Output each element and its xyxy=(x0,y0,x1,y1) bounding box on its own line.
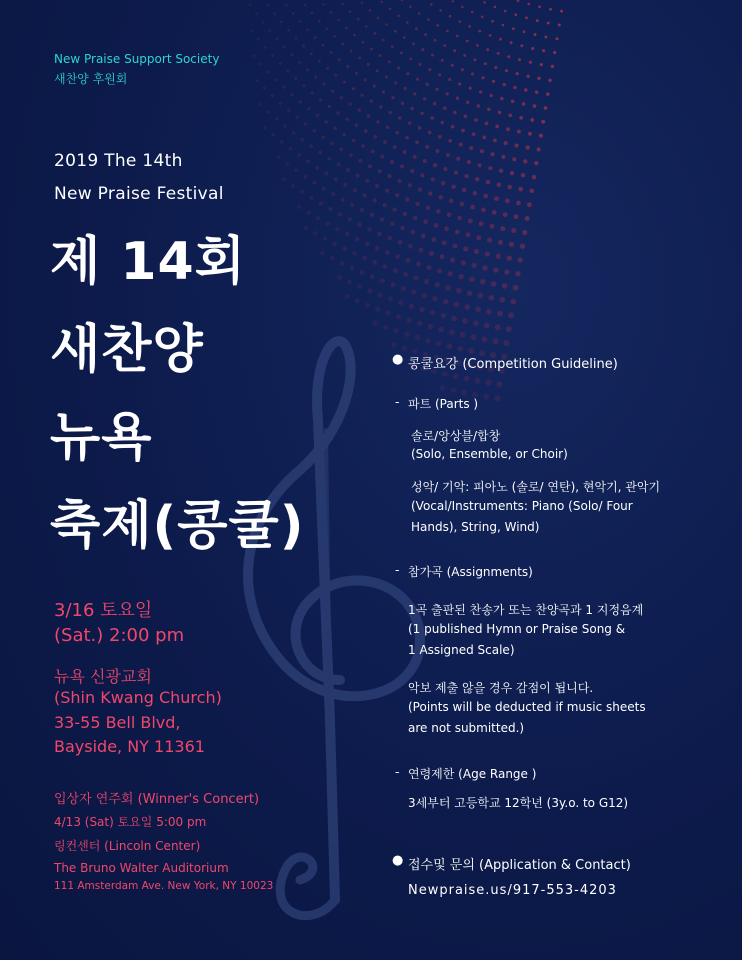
parts-header: 파트 (Parts ) xyxy=(408,397,479,411)
parts-line-1a: 솔로/앙상블/합창 xyxy=(411,429,501,443)
venue-name-en: (Shin Kwang Church) xyxy=(54,688,222,707)
parts-line-2a: 성악/ 기악: 피아노 (솔로/ 연탄), 현악기, 관악기 xyxy=(411,480,661,494)
dash-icon: - xyxy=(395,562,400,577)
assign-line-2b: (Points will be deducted if music sheets xyxy=(408,700,646,714)
title-line-4: 축제(콩쿨) xyxy=(50,496,305,556)
assign-line-1b: (1 published Hymn or Praise Song & xyxy=(408,622,626,636)
assign-line-1c: 1 Assigned Scale) xyxy=(408,643,515,657)
org-name-en: New Praise Support Society xyxy=(54,52,220,66)
contact-info[interactable]: Newpraise.us/917-553-4203 xyxy=(408,883,617,898)
bullet-icon: ● xyxy=(392,853,404,868)
winners-concert-address: 111 Amsterdam Ave. New York, NY 10023 xyxy=(54,880,274,892)
parts-line-2b: (Vocal/Instruments: Piano (Solo/ Four xyxy=(411,499,633,513)
venue-street: 33-55 Bell Blvd, xyxy=(54,713,181,732)
assign-line-1a: 1곡 출판된 찬송가 또는 찬양곡과 1 지정음계 xyxy=(408,603,644,617)
age-header: 연령제한 (Age Range ) xyxy=(408,767,537,781)
age-text: 3세부터 고등학교 12학년 (3y.o. to G12) xyxy=(408,796,629,810)
venue-name-ko: 뉴욕 신광교회 xyxy=(54,667,152,686)
assign-line-2a: 악보 제출 않을 경우 감점이 됩니다. xyxy=(408,681,594,695)
event-date: 3/16 토요일 xyxy=(54,600,153,621)
festival-name-line: New Praise Festival xyxy=(54,184,224,204)
org-name-ko: 새찬양 후원회 xyxy=(54,72,128,86)
venue-city: Bayside, NY 11361 xyxy=(54,737,205,756)
parts-line-1b: (Solo, Ensemble, or Choir) xyxy=(411,447,568,461)
festival-year-line: 2019 The 14th xyxy=(54,151,183,171)
bullet-icon: ● xyxy=(392,352,404,367)
assign-line-2c: are not submitted.) xyxy=(408,721,525,735)
title-line-1: 제 14회 xyxy=(50,232,246,292)
event-time: (Sat.) 2:00 pm xyxy=(54,625,185,646)
parts-line-2c: Hands), String, Wind) xyxy=(411,520,540,534)
winners-concert-title: 입상자 연주회 (Winner's Concert) xyxy=(54,792,260,807)
title-line-3: 뉴욕 xyxy=(50,408,153,468)
guideline-header: 콩쿨요강 (Competition Guideline) xyxy=(408,357,618,372)
title-line-2: 새찬양 xyxy=(50,320,204,380)
winners-concert-date: 4/13 (Sat) 토요일 5:00 pm xyxy=(54,815,207,829)
winners-concert-auditorium: The Bruno Walter Auditorium xyxy=(54,861,229,875)
winners-concert-venue: 링컨센터 (Lincoln Center) xyxy=(54,839,201,853)
contact-header: 접수및 문의 (Application & Contact) xyxy=(408,858,631,873)
assignments-header: 참가곡 (Assignments) xyxy=(408,565,533,579)
dash-icon: - xyxy=(395,764,400,779)
dash-icon: - xyxy=(395,394,400,409)
